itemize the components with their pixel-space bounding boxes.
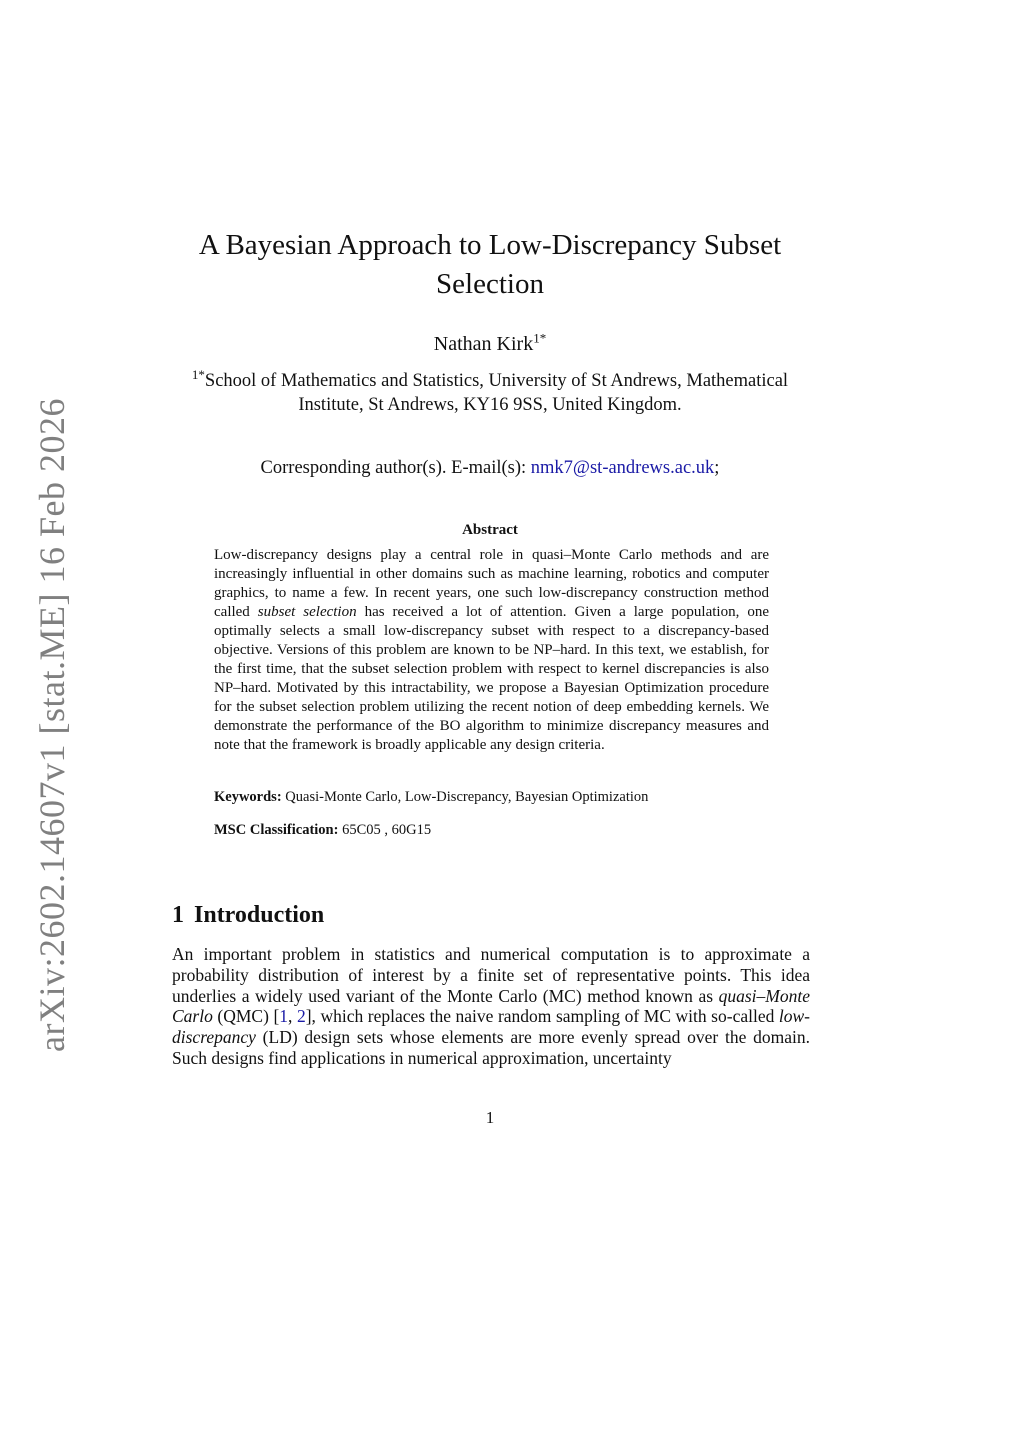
keywords-value: Quasi-Monte Carlo, Low-Discrepancy, Bayesian Optimization	[285, 789, 649, 805]
author-marker: 1*	[533, 330, 547, 346]
abstract-heading: Abstract	[462, 522, 518, 538]
intro-emphasis-qmc: quasi–Monte Carlo	[172, 985, 810, 1027]
corresponding-author	[170, 458, 810, 479]
introduction-paragraph	[172, 944, 810, 1069]
intro-text-4: ], which replaces the naive random sampling of MC with so-called	[305, 1006, 779, 1027]
abstract-body	[214, 546, 769, 755]
affiliation-marker: 1*	[191, 366, 205, 382]
author-line	[170, 330, 810, 356]
section-title: Introduction	[194, 902, 325, 928]
msc-label: MSC Classification:	[214, 822, 339, 838]
intro-text-2: (QMC) [	[212, 1006, 280, 1027]
affiliation	[170, 366, 810, 417]
paper-title: A Bayesian Approach to Low-Discrepancy Subset Selection	[198, 229, 782, 300]
section-number: 1	[172, 902, 184, 928]
corresponding-suffix: ;	[714, 458, 720, 478]
intro-emphasis-ld: low-discrepancy	[172, 1006, 811, 1048]
author-name: Nathan Kirk	[433, 333, 534, 355]
abstract-text-part2: has received a lot of attention. Given a large population, one optimally selects a small low-discrepancy subset with respect to a discrepancy-based objective. Versions of this problem are known to be NP–hard. In this text, we establish, for the first time, that the subset selection problem with respect to kernel discrepancies is also NP–hard. Motivated by this intractability, we propose a Bayesian Optimization procedure for the subset selection problem utilizing the recent notion of deep embedding kernels. We demonstrate the performance of the BO algorithm to minimize discrepancy measures and note that the framework is broadly applicable any design criteria.	[214, 604, 769, 753]
page-number: 1	[485, 1108, 495, 1127]
author-email-link[interactable]: nmk7@st-andrews.ac.uk	[530, 458, 715, 478]
intro-text-5: (LD) design sets whose elements are more evenly spread over the domain. Such designs find applications in numerical approximation, uncertainty	[172, 1027, 810, 1068]
arxiv-identifier-stamp	[22, 398, 82, 1052]
msc-classification	[214, 822, 769, 839]
affiliation-text: School of Mathematics and Statistics, University of St Andrews, Mathematical Institute, St Andrews, KY16 9SS, United Kingdom.	[204, 371, 789, 415]
abstract-text-part1: Low-discrepancy designs play a central role in quasi–Monte Carlo methods and are increasingly influential in other domains such as machine learning, robotics and computer graphics, to name a few. In recent years, one such low-discrepancy construction method called	[214, 547, 769, 620]
intro-text-1: An important problem in statistics and numerical computation is to approximate a probability distribution of interest by a finite set of representative points. This idea underlies a widely used variant of the Monte Carlo (MC) method known as	[172, 944, 810, 1006]
citation-link-1[interactable]: 1	[279, 1006, 289, 1027]
section-heading-introduction	[172, 902, 324, 929]
citation-link-2[interactable]: 2	[296, 1006, 306, 1027]
intro-text-3: ,	[288, 1006, 297, 1027]
corresponding-label: Corresponding author(s). E-mail(s):	[260, 458, 527, 478]
arxiv-identifier-text: arXiv:2602.14607v1 [stat.ME] 16 Feb 2026	[32, 398, 72, 1052]
keywords-label: Keywords:	[214, 789, 282, 805]
msc-value: 65C05 , 60G15	[342, 822, 432, 838]
keywords	[214, 789, 769, 806]
abstract-emphasis: subset selection	[257, 604, 357, 620]
